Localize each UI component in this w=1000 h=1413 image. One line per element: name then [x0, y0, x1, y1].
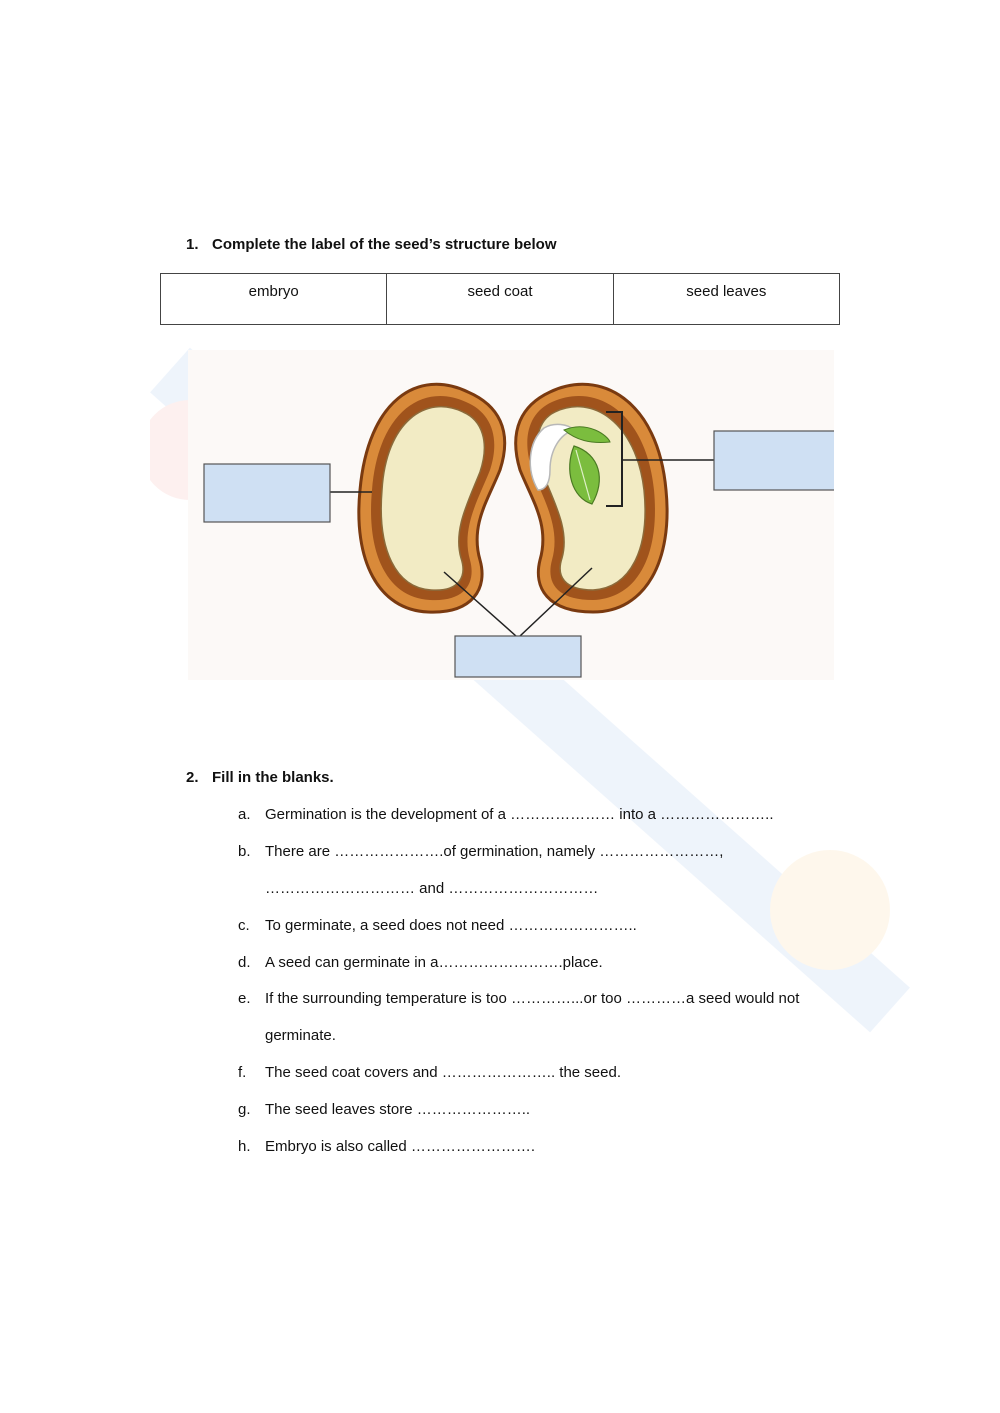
list-item [238, 806, 774, 823]
word-bank-item: embryo [161, 274, 387, 324]
question-2-text: Fill in the blanks. [212, 769, 334, 786]
question-2-number: 2. [186, 769, 199, 786]
seed-diagram [188, 350, 834, 680]
label-box-left [204, 464, 330, 522]
question-1-number: 1. [186, 236, 199, 253]
item-letter: e. [238, 990, 251, 1007]
item-text: The seed coat covers and ………………….. the seed. [265, 1064, 621, 1081]
list-item [238, 1101, 530, 1118]
label-box-bottom [455, 636, 581, 677]
item-text: To germinate, a seed does not need …………………….. [265, 917, 637, 934]
item-letter: f. [238, 1064, 247, 1081]
item-continuation: germinate. [265, 1027, 336, 1044]
question-1-text: Complete the label of the seed’s structure below [212, 236, 557, 253]
label-box-right [714, 431, 834, 490]
word-bank-item: seed leaves [686, 283, 767, 300]
word-bank-item: seed coat [387, 274, 613, 324]
list-item [238, 917, 637, 934]
item-text: Germination is the development of a ………………… into a ………………….. [265, 806, 774, 823]
list-item [238, 954, 603, 971]
item-letter: c. [238, 917, 250, 934]
item-letter: b. [238, 843, 251, 860]
list-item [238, 990, 799, 1007]
item-letter: g. [238, 1101, 251, 1118]
item-text: A seed can germinate in a…………………….place. [265, 954, 603, 971]
item-text: If the surrounding temperature is too …………...or too …………a seed would not [265, 990, 800, 1007]
question-1-heading [186, 236, 557, 253]
item-continuation: ………………………… and ………………………… [265, 880, 599, 897]
list-item [238, 843, 723, 860]
item-text: There are ………………….of germination, namely ……………………, [265, 843, 724, 860]
seed-left-half [359, 384, 505, 612]
item-text: Embryo is also called ……………………. [265, 1138, 536, 1155]
item-letter: d. [238, 954, 251, 971]
list-item [238, 1138, 535, 1155]
question-2-heading [186, 769, 334, 786]
item-letter: h. [238, 1138, 251, 1155]
item-letter: a. [238, 806, 251, 823]
list-item [238, 1064, 621, 1081]
item-text: The seed leaves store ………………….. [265, 1101, 531, 1118]
word-bank [160, 273, 840, 325]
